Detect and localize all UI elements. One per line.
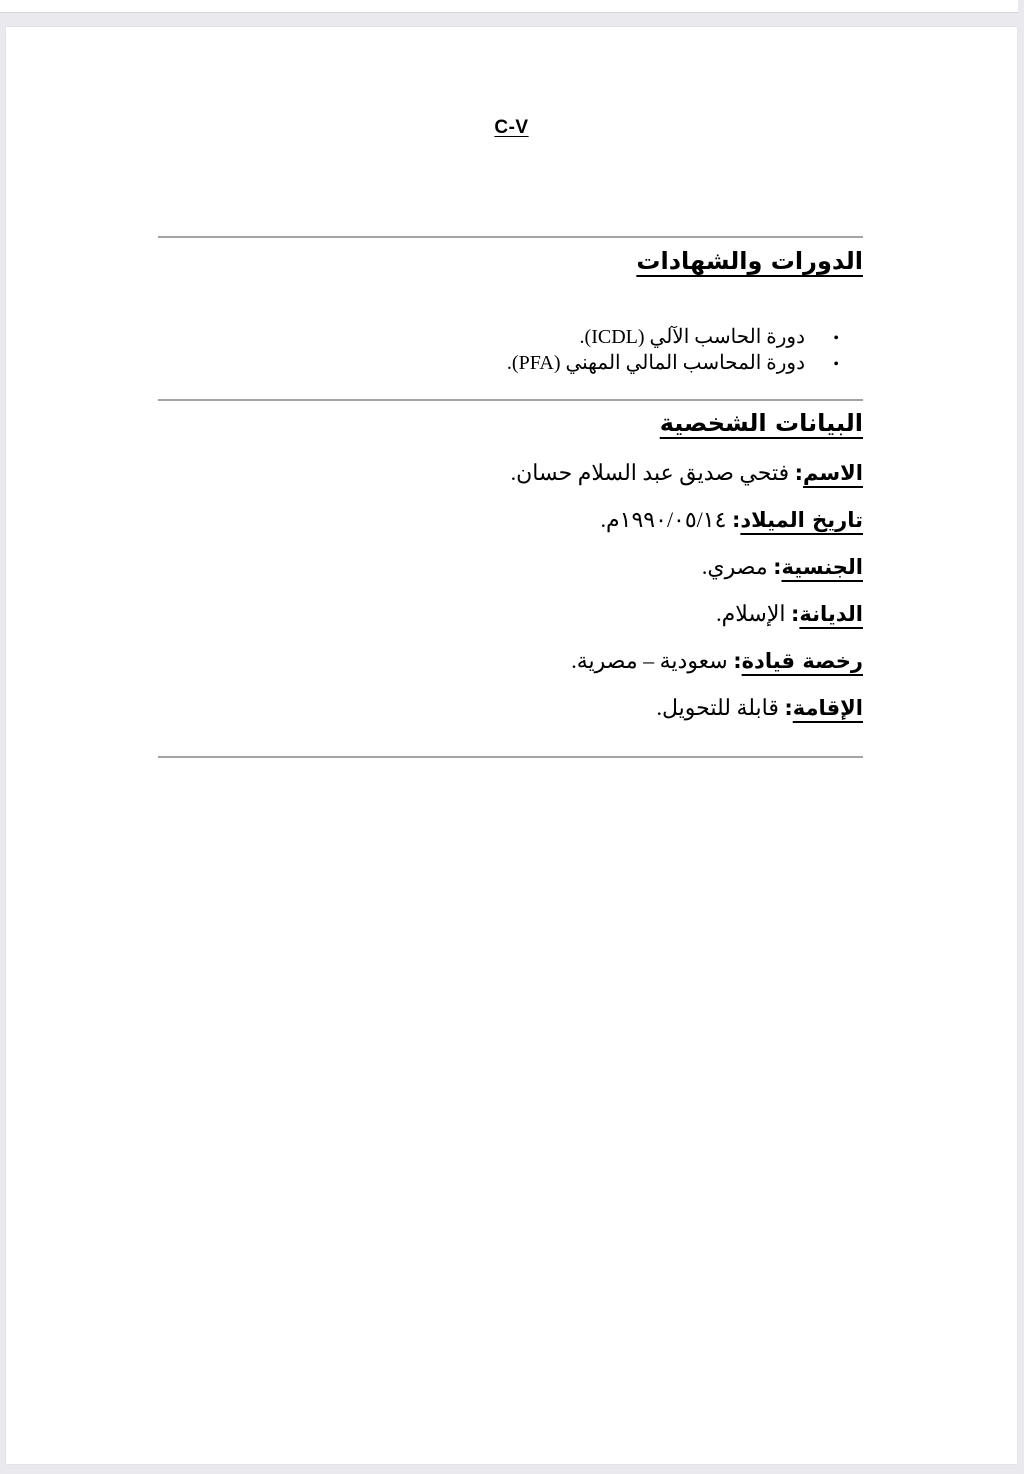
info-separator: : <box>773 555 782 579</box>
info-value: مصري. <box>701 554 768 579</box>
info-value: الإسلام. <box>716 601 786 626</box>
info-label: تاريخ الميلاد <box>740 508 863 532</box>
info-label: الديانة <box>799 602 863 626</box>
personal-heading: البيانات الشخصية <box>659 409 863 437</box>
section-divider-bottom <box>158 756 863 758</box>
info-row-driving-license <box>158 646 863 693</box>
info-separator: : <box>784 696 793 720</box>
courses-heading: الدورات والشهادات <box>636 247 863 275</box>
document-title: C-V <box>494 117 529 138</box>
info-value: قابلة للتحويل. <box>656 695 779 720</box>
info-label: الاسم <box>803 461 863 485</box>
info-row-religion <box>158 599 863 646</box>
info-separator: : <box>731 508 741 532</box>
info-value: فتحي صديق عبد السلام حسان. <box>510 460 790 485</box>
personal-info-list <box>158 458 863 740</box>
previous-page-edge <box>0 0 1018 13</box>
personal-section <box>158 405 863 740</box>
info-row-nationality <box>158 552 863 599</box>
info-row-name <box>158 458 863 505</box>
courses-list <box>158 324 863 376</box>
info-label: رخصة قيادة <box>741 649 863 673</box>
section-divider-top <box>158 236 863 238</box>
info-label: الإقامة <box>792 696 863 720</box>
course-item: • دورة المحاسب المالي المهني (PFA). <box>158 350 863 376</box>
info-row-residency <box>158 693 863 740</box>
section-divider-middle <box>158 399 863 401</box>
info-separator: : <box>790 602 800 626</box>
info-row-birthdate <box>158 505 863 552</box>
info-label: الجنسية <box>781 555 863 579</box>
courses-section <box>158 243 863 376</box>
info-value: ١٩٩٠/٠٥/١٤م. <box>600 507 727 532</box>
course-item: • دورة الحاسب الآلي (ICDL). <box>158 324 863 350</box>
info-value: سعودية – مصرية. <box>571 648 728 673</box>
info-separator: : <box>794 461 804 485</box>
info-separator: : <box>733 649 742 673</box>
document-page <box>6 27 1017 1464</box>
